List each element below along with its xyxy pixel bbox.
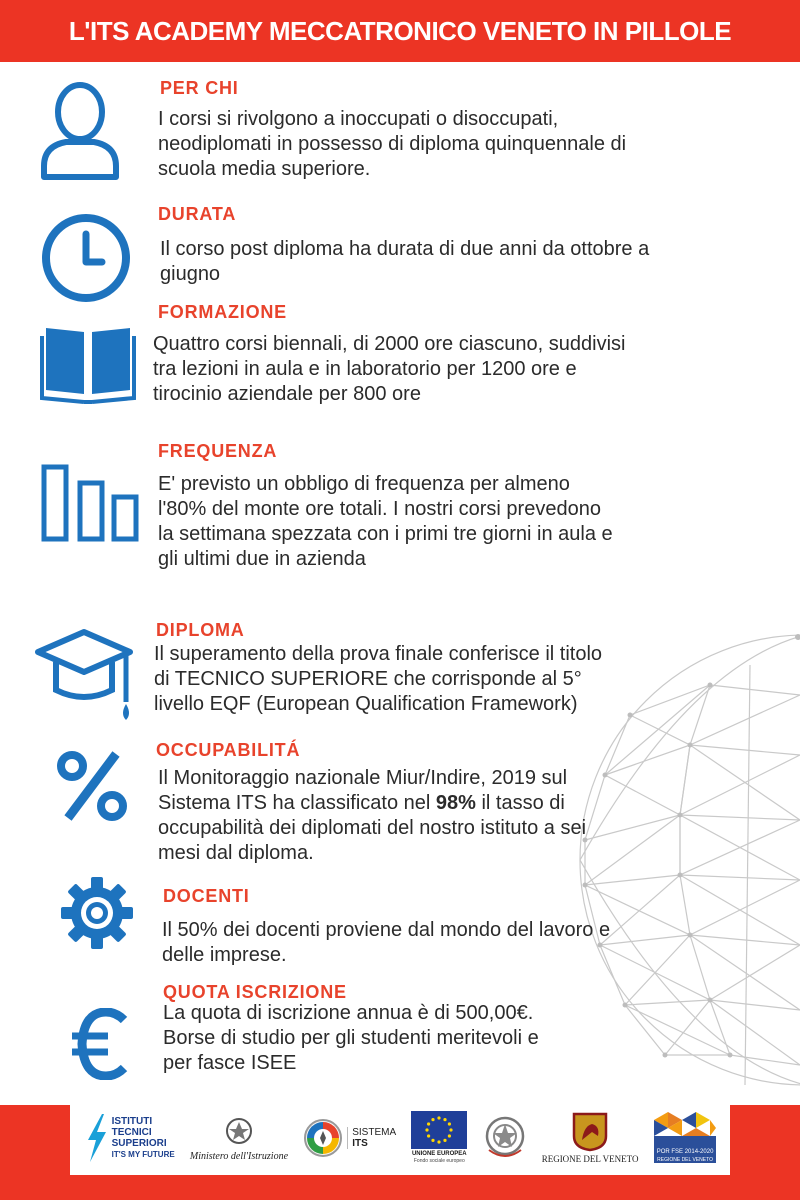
per-chi-title: PER CHI (160, 78, 239, 98)
lion-shield-icon (572, 1112, 608, 1152)
durata-title: DURATA (158, 204, 237, 224)
formazione-title: FORMAZIONE (158, 302, 287, 322)
sponsor-logo-bar (70, 1100, 730, 1175)
diploma-title: DIPLOMA (156, 620, 245, 640)
per-chi-text: I corsi si rivolgono a inoccupati o disoccupati, neodiplomati in possesso di diploma quinquennale di scuola media superiore. (158, 108, 627, 180)
person-icon (40, 80, 120, 180)
lightning-icon (84, 1114, 108, 1162)
page-title-text: L'ITS ACADEMY MECCATRONICO VENETO IN PILLOLE (68, 15, 732, 46)
frequenza-text: E' previsto un obbligo di frequenza per almeno l'80% del monte ore totali. I nostri corsi prevedono la settimana spezzata con i primi tre giorni in aula e gli ultimi due in azienda (158, 473, 613, 570)
occupabilita-title: OCCUPABILITÁ (156, 740, 301, 760)
durata-text: Il corso post diploma ha durata di due anni da ottobre a giugno (160, 238, 650, 285)
quota-iscrizione-title: QUOTA ISCRIZIONE (163, 982, 347, 1002)
graduation-cap-icon (34, 626, 134, 724)
quota-iscrizione-text: La quota di iscrizione annua è di 500,00€. Borse di studio per gli studenti meritevoli e per fasce ISEE (163, 1002, 539, 1074)
ministero-logo: Ministero dell'Istruzione (190, 1113, 288, 1162)
occupabilita-text: Il Monitoraggio nazionale Miur/Indire, 2019 sul Sistema ITS ha classificato nel 98% il tasso di occupabilità dei diplomati del nostro istituto a sei mesi dal diploma. (158, 767, 587, 864)
page-title (0, 0, 800, 62)
eu-flag-icon (411, 1111, 467, 1149)
clock-icon (40, 212, 132, 304)
diploma-text: Il superamento della prova finale conferisce il titolo di TECNICO SUPERIORE che corrisponde al 5° livello EQF (European Qualification Framework) (154, 643, 603, 715)
bar-chart-icon (40, 463, 140, 543)
repubblica-emblem-logo (483, 1114, 527, 1162)
docenti-title: DOCENTI (163, 886, 250, 906)
frequenza-title: FREQUENZA (158, 441, 278, 461)
compass-icon (303, 1118, 343, 1158)
formazione-text: Quattro corsi biennali, di 2000 ore ciascuno, suddivisi tra lezioni in aula e in laboratorio per 1200 ore e tirocinio aziendale per 800 ore (153, 333, 626, 405)
star-emblem-icon (483, 1114, 527, 1162)
por-fse-logo: POR FSE 2014-2020 REGIONE DEL VENETO (654, 1112, 717, 1163)
sistema-its-logo: SISTEMA ITS (303, 1118, 396, 1158)
regione-veneto-logo: REGIONE DEL VENETO (542, 1112, 639, 1164)
its-logo: ISTITUTI TECNICI SUPERIORI IT'S MY FUTURE (84, 1114, 175, 1162)
docenti-text: Il 50% dei docenti proviene dal mondo del lavoro e delle imprese. (162, 919, 611, 966)
gear-icon (60, 876, 134, 950)
book-icon (40, 324, 136, 404)
euro-icon (70, 1008, 130, 1080)
eu-flag-logo: UNIONE EUROPEA Fondo sociale europeo (411, 1111, 467, 1164)
emblem-icon (223, 1113, 255, 1149)
geodesic-sphere-decoration (570, 625, 800, 1095)
percent-icon (56, 750, 128, 822)
